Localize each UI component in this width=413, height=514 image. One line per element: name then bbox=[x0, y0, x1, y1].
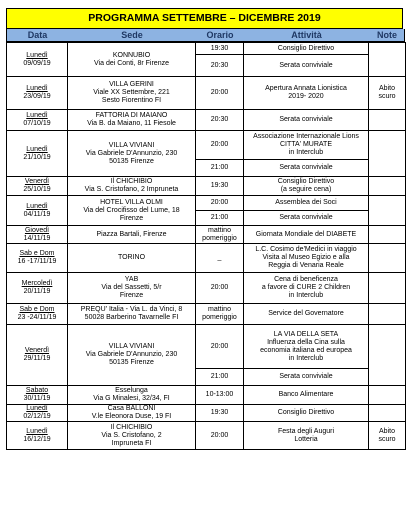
venue-line: Via B. da Maiano, 11 Fiesole bbox=[87, 120, 176, 127]
date-cell bbox=[7, 77, 68, 110]
activity-line: Banco Alimentare bbox=[278, 391, 334, 398]
venue-line: Piazza Bartali, Firenze bbox=[96, 230, 167, 238]
time-cell: 20:30 bbox=[196, 110, 244, 131]
venue-line: Via Gabriele D'Annunzio, 230 bbox=[85, 351, 178, 358]
date-line: Sab e Dom bbox=[19, 306, 55, 313]
activity-cell bbox=[244, 244, 369, 273]
activity-cell bbox=[244, 110, 369, 131]
time-cell: 19:30 bbox=[196, 177, 244, 196]
venue-line: Firenze bbox=[119, 214, 144, 222]
date-line: Lunedì bbox=[26, 427, 48, 435]
activity-line: in Interclub bbox=[288, 149, 324, 156]
venue-line: Impruneta FI bbox=[111, 439, 152, 447]
table-row bbox=[7, 43, 406, 55]
venue-line: HOTEL VILLA OLMI bbox=[100, 198, 163, 206]
date-line: Venerdì bbox=[24, 178, 50, 185]
note-cell bbox=[369, 405, 406, 422]
date-line: 16/12/19 bbox=[23, 435, 51, 443]
date-line: 30/11/19 bbox=[23, 395, 51, 402]
activity-line: Consiglio Direttivo bbox=[277, 178, 335, 185]
date-cell bbox=[7, 226, 68, 244]
date-line: 04/11/19 bbox=[23, 210, 51, 218]
activity-line: Visita al Museo Egizio e alla bbox=[262, 254, 350, 261]
activity-cell bbox=[244, 131, 369, 160]
activity-line: Cena di beneficenza bbox=[274, 276, 338, 283]
activity-cell bbox=[244, 55, 369, 77]
date-line: Lunedì bbox=[26, 145, 48, 153]
venue-cell bbox=[68, 131, 196, 177]
activity-line: Reggia di Venaria Reale bbox=[268, 262, 344, 269]
venue-line: 50135 Firenze bbox=[109, 157, 154, 165]
venue-line: KONNUBIO bbox=[112, 51, 151, 59]
venue-line: VILLA VIVIANI bbox=[108, 141, 155, 149]
table-row bbox=[7, 273, 406, 304]
date-line: Sab e Dom bbox=[19, 250, 55, 257]
activity-line: Associazione Internazionale Lions bbox=[253, 133, 359, 140]
date-line: Lunedì bbox=[26, 85, 48, 92]
activity-line: L.C. Cosimo de'Medici in viaggio bbox=[255, 246, 357, 253]
venue-line: FATTORIA DI MAIANO bbox=[95, 112, 168, 119]
activity-line: Serata conviviale bbox=[279, 373, 333, 380]
activity-line: Serata conviviale bbox=[279, 164, 333, 171]
activity-line: 2019- 2020 bbox=[288, 93, 324, 100]
table-row bbox=[7, 131, 406, 160]
date-cell bbox=[7, 196, 68, 226]
activity-line: CITTA' MURATE bbox=[279, 141, 333, 148]
date-line: 07/10/19 bbox=[23, 120, 51, 127]
activity-line: economia italiana ed europea bbox=[260, 346, 352, 354]
venue-line: PREQU' Italia - Via L. da Vinci, 8 bbox=[80, 306, 183, 313]
time-cell: 10-13:00 bbox=[196, 386, 244, 405]
date-cell bbox=[7, 110, 68, 131]
venue-line: Firenze bbox=[119, 292, 144, 299]
activity-cell bbox=[244, 273, 369, 304]
venue-cell bbox=[68, 325, 196, 386]
date-line: Lunedì bbox=[26, 112, 48, 119]
venue-line: Via S. Cristofano, 2 Impruneta bbox=[84, 186, 179, 193]
venue-cell bbox=[68, 304, 196, 325]
activity-cell bbox=[244, 77, 369, 110]
venue-line: VILLA GERINI bbox=[109, 81, 154, 88]
activity-line: Serata conviviale bbox=[279, 214, 333, 221]
activity-line: Consiglio Direttivo bbox=[277, 409, 335, 416]
time-cell: 21:00 bbox=[196, 211, 244, 226]
activity-cell bbox=[244, 325, 369, 369]
activity-line: in Interclub bbox=[288, 354, 324, 362]
venue-cell bbox=[68, 177, 196, 196]
date-cell bbox=[7, 131, 68, 177]
time-cell: 20:00 bbox=[196, 77, 244, 110]
venue-line: V.le Eleonora Duse, 19 FI bbox=[91, 413, 172, 420]
venue-line: Via G Minalesi, 32/34, FI bbox=[93, 395, 170, 402]
venue-line: Via del Crocifisso del Lume, 18 bbox=[83, 206, 180, 214]
activity-cell bbox=[244, 422, 369, 450]
venue-line: 50028 Barberino Tavarnelle FI bbox=[84, 314, 179, 321]
venue-line: 50135 Firenze bbox=[109, 359, 154, 366]
activity-line: LA VIA DELLA SETA bbox=[273, 330, 339, 338]
date-line: 09/09/19 bbox=[23, 59, 51, 67]
program-table bbox=[6, 42, 406, 450]
note-cell bbox=[369, 43, 406, 77]
time-cell: 20:30 bbox=[196, 55, 244, 77]
date-cell bbox=[7, 43, 68, 77]
date-cell bbox=[7, 304, 68, 325]
activity-line: Assemblea dei Soci bbox=[275, 199, 337, 206]
time-cell: _ bbox=[196, 244, 244, 273]
table-row bbox=[7, 110, 406, 131]
note-cell: Abito scuro bbox=[369, 77, 406, 110]
table-row bbox=[7, 304, 406, 325]
date-cell bbox=[7, 273, 68, 304]
table-row bbox=[7, 77, 406, 110]
time-cell: mattino pomeriggio bbox=[196, 304, 244, 325]
date-line: 14/11/19 bbox=[23, 234, 51, 242]
table-row bbox=[7, 405, 406, 422]
venue-line: VILLA VIVIANI bbox=[108, 343, 155, 350]
header-venue: Sede bbox=[121, 30, 143, 40]
date-line: 21/10/19 bbox=[23, 153, 51, 161]
activity-cell bbox=[244, 196, 369, 211]
date-line: Venerdì bbox=[24, 347, 50, 354]
venue-cell bbox=[68, 110, 196, 131]
activity-cell bbox=[244, 160, 369, 177]
venue-cell bbox=[68, 386, 196, 405]
time-cell: 19:30 bbox=[196, 43, 244, 55]
date-cell bbox=[7, 422, 68, 450]
activity-line: Serata conviviale bbox=[279, 116, 333, 123]
date-line: 23 -24/11/19 bbox=[17, 314, 57, 321]
venue-cell bbox=[68, 226, 196, 244]
time-cell: 20:00 bbox=[196, 422, 244, 450]
venue-cell bbox=[68, 405, 196, 422]
activity-line: Consiglio Direttivo bbox=[277, 44, 335, 52]
header-activity: Attività bbox=[291, 30, 322, 40]
note-cell bbox=[369, 325, 406, 386]
table-row bbox=[7, 177, 406, 196]
date-line: Mercoledì bbox=[21, 280, 53, 287]
time-cell: 20:00 bbox=[196, 196, 244, 211]
note-cell bbox=[369, 131, 406, 177]
activity-line: a favore di CURE 2 Children bbox=[261, 284, 351, 291]
time-cell: 20:00 bbox=[196, 325, 244, 369]
date-line: 20/11/19 bbox=[23, 288, 51, 295]
date-line: Lunedì bbox=[26, 202, 48, 210]
venue-line: Via S. Cristofano, 2 bbox=[101, 431, 162, 439]
venue-cell bbox=[68, 43, 196, 77]
header-date: Data bbox=[27, 30, 48, 40]
table-header bbox=[6, 29, 405, 42]
header-time: Orario bbox=[206, 30, 234, 40]
note-cell bbox=[369, 177, 406, 196]
activity-line: Giornata Mondiale del DIABETE bbox=[255, 230, 357, 238]
activity-line: Lotteria bbox=[294, 435, 318, 443]
date-cell bbox=[7, 244, 68, 273]
venue-line: TORINO bbox=[117, 254, 146, 261]
date-cell bbox=[7, 405, 68, 422]
date-cell bbox=[7, 386, 68, 405]
venue-line: Via dei Conti, 8r Firenze bbox=[94, 59, 169, 67]
activity-cell bbox=[244, 211, 369, 226]
note-cell bbox=[369, 196, 406, 226]
venue-line: YAB bbox=[124, 276, 139, 283]
table-row bbox=[7, 325, 406, 369]
activity-cell bbox=[244, 405, 369, 422]
table-row bbox=[7, 244, 406, 273]
activity-line: (a seguire cena) bbox=[280, 186, 332, 193]
activity-line: Serata conviviale bbox=[279, 61, 333, 69]
activity-line: Influenza della Cina sulla bbox=[267, 338, 345, 346]
activity-cell bbox=[244, 369, 369, 386]
activity-line: Apertura Annata Lionistica bbox=[265, 85, 347, 92]
venue-cell bbox=[68, 77, 196, 110]
table-row bbox=[7, 422, 406, 450]
time-cell: 21:00 bbox=[196, 160, 244, 177]
table-row bbox=[7, 226, 406, 244]
activity-line: Service del Governatore bbox=[268, 310, 344, 317]
venue-line: Viale XX Settembre, 221 bbox=[93, 89, 170, 96]
table-row bbox=[7, 386, 406, 405]
venue-line: Via del Sassetti, 5/r bbox=[101, 284, 162, 291]
note-cell bbox=[369, 273, 406, 304]
date-line: Giovedì bbox=[24, 226, 50, 234]
program-title: PROGRAMMA SETTEMBRE – DICEMBRE 2019 bbox=[6, 8, 403, 29]
date-cell bbox=[7, 177, 68, 196]
venue-line: Il CHICHIBIO bbox=[110, 423, 153, 431]
date-line: 23/09/19 bbox=[23, 93, 51, 100]
time-cell: 19:30 bbox=[196, 405, 244, 422]
venue-line: Via Gabriele D'Annunzio, 230 bbox=[85, 149, 178, 157]
date-cell bbox=[7, 325, 68, 386]
time-cell: mattino pomeriggio bbox=[196, 226, 244, 244]
time-cell: 21:00 bbox=[196, 369, 244, 386]
activity-line: Festa degli Auguri bbox=[277, 427, 335, 435]
date-line: Lunedì bbox=[26, 51, 48, 59]
venue-cell bbox=[68, 273, 196, 304]
venue-line: Esselunga bbox=[115, 387, 148, 394]
date-line: 29/11/19 bbox=[23, 355, 51, 362]
note-cell: Abito scuro bbox=[369, 422, 406, 450]
date-line: 02/12/19 bbox=[23, 413, 51, 420]
activity-cell bbox=[244, 226, 369, 244]
activity-cell bbox=[244, 177, 369, 196]
activity-line: in Interclub bbox=[288, 292, 324, 299]
date-line: Lunedì bbox=[26, 405, 48, 412]
activity-cell bbox=[244, 386, 369, 405]
note-cell bbox=[369, 226, 406, 244]
venue-cell bbox=[68, 244, 196, 273]
note-cell bbox=[369, 244, 406, 273]
table-row bbox=[7, 196, 406, 211]
venue-line: Il CHICHIBIO bbox=[110, 178, 153, 185]
note-cell bbox=[369, 304, 406, 325]
venue-cell bbox=[68, 422, 196, 450]
header-notes: Note bbox=[377, 30, 397, 40]
activity-cell bbox=[244, 43, 369, 55]
activity-cell bbox=[244, 304, 369, 325]
date-line: 25/10/19 bbox=[23, 186, 51, 193]
note-cell bbox=[369, 110, 406, 131]
venue-line: Casa BALLONI bbox=[107, 405, 156, 412]
date-line: Sabato bbox=[25, 387, 49, 394]
time-cell: 20:00 bbox=[196, 273, 244, 304]
venue-cell bbox=[68, 196, 196, 226]
date-line: 16 -17/11/19 bbox=[17, 258, 57, 265]
note-cell bbox=[369, 386, 406, 405]
venue-line: Sesto Fiorentino FI bbox=[101, 97, 162, 104]
time-cell: 20:00 bbox=[196, 131, 244, 160]
